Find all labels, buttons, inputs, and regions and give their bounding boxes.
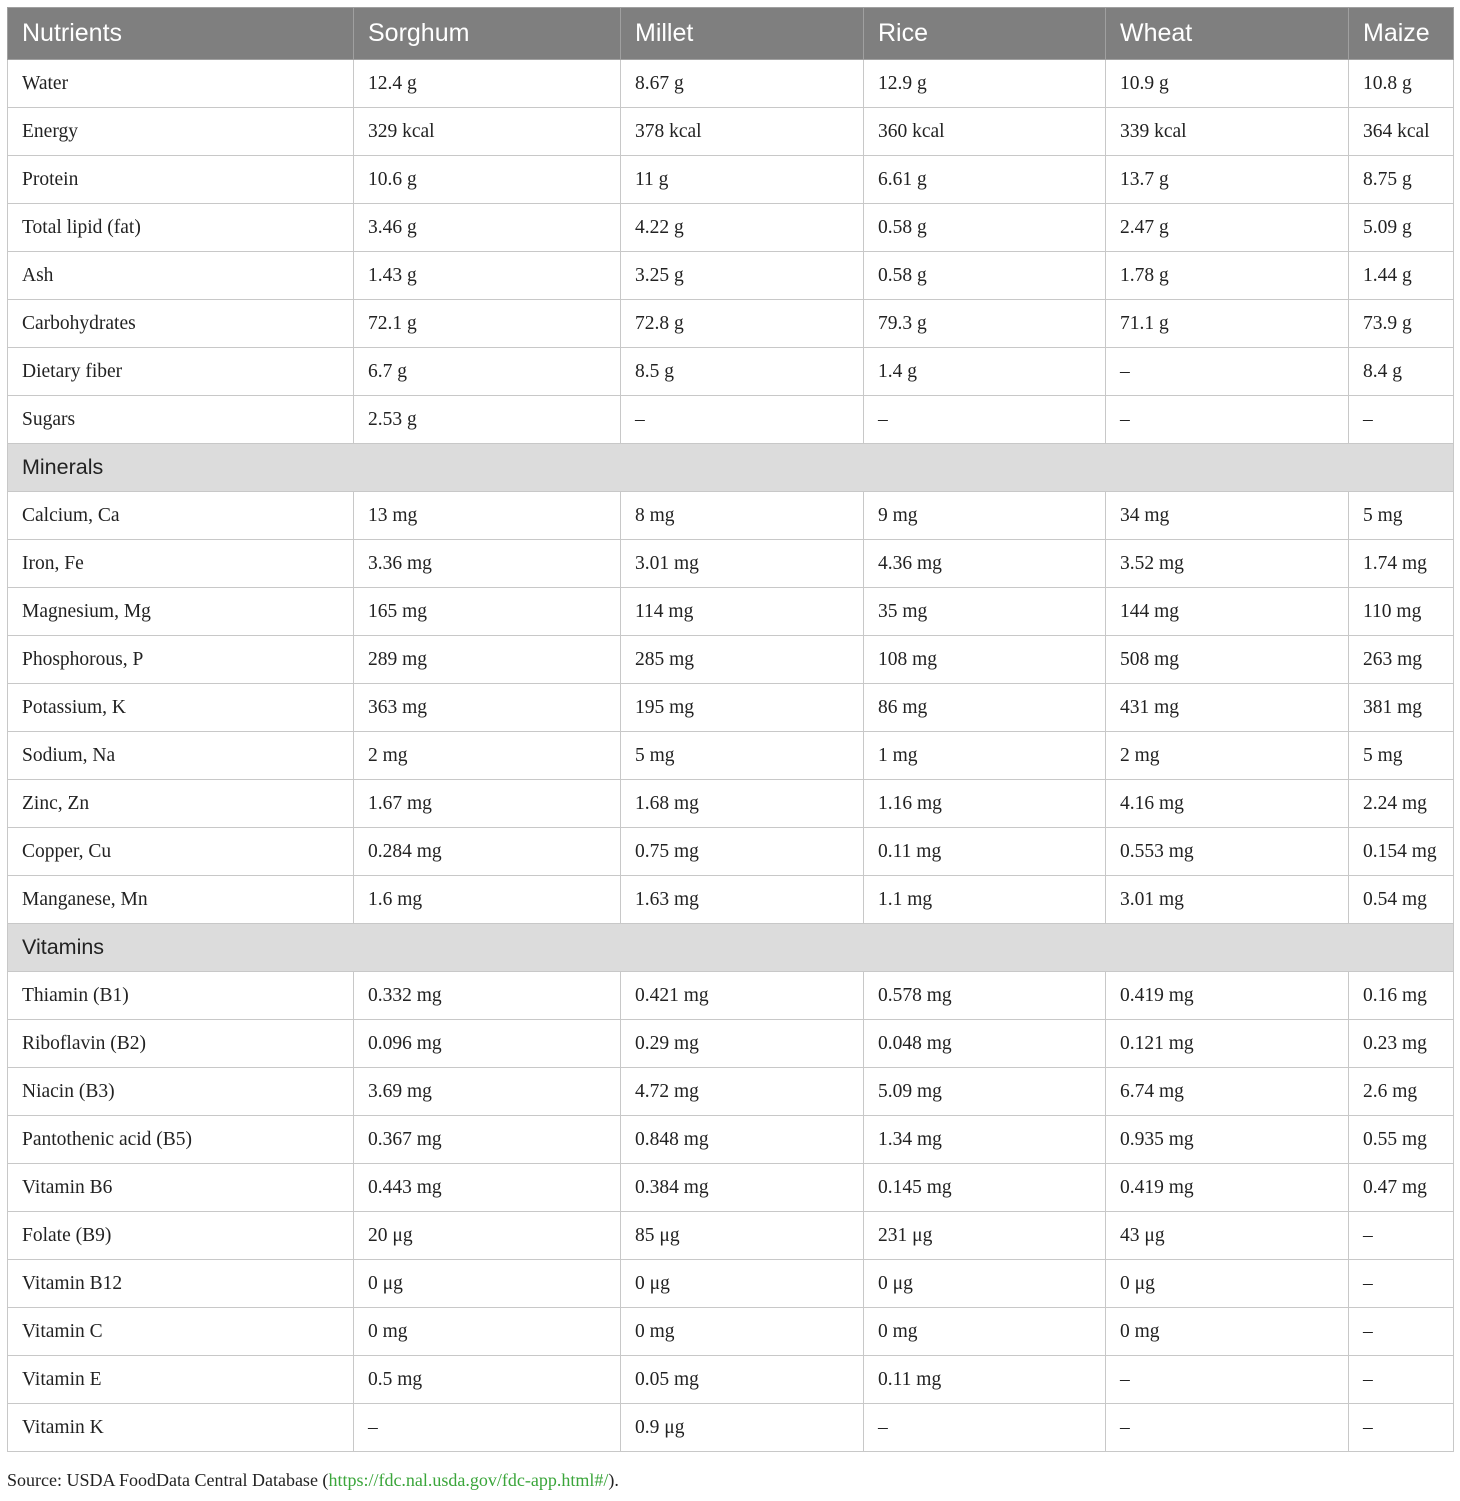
value-cell: 114 mg [621, 588, 864, 636]
value-cell: 0.578 mg [864, 972, 1106, 1020]
nutrient-name-cell: Vitamin K [8, 1404, 354, 1452]
value-cell: 72.1 g [354, 300, 621, 348]
value-cell: 79.3 g [864, 300, 1106, 348]
value-cell: 0.05 mg [621, 1356, 864, 1404]
column-header-rice: Rice [864, 8, 1106, 60]
nutrient-comparison-table [7, 7, 1454, 1452]
value-cell: 2 mg [1106, 732, 1349, 780]
value-cell: 3.69 mg [354, 1068, 621, 1116]
value-cell: 5.09 mg [864, 1068, 1106, 1116]
value-cell: 0 μg [621, 1260, 864, 1308]
nutrient-name-cell: Protein [8, 156, 354, 204]
value-cell: – [864, 1404, 1106, 1452]
table-row [8, 972, 1454, 1020]
table-row [8, 492, 1454, 540]
value-cell: – [354, 1404, 621, 1452]
table-row [8, 156, 1454, 204]
value-cell: 13 mg [354, 492, 621, 540]
value-cell: 1.74 mg [1349, 540, 1454, 588]
header-row [8, 8, 1454, 60]
value-cell: – [621, 396, 864, 444]
table-row [8, 252, 1454, 300]
nutrient-name-cell: Water [8, 60, 354, 108]
value-cell: 2.6 mg [1349, 1068, 1454, 1116]
value-cell: – [1349, 1212, 1454, 1260]
nutrient-name-cell: Total lipid (fat) [8, 204, 354, 252]
table-row [8, 1068, 1454, 1116]
column-header-nutrients: Nutrients [8, 8, 354, 60]
table-row [8, 348, 1454, 396]
nutrient-name-cell: Calcium, Ca [8, 492, 354, 540]
value-cell: 363 mg [354, 684, 621, 732]
value-cell: – [1106, 348, 1349, 396]
value-cell: 12.9 g [864, 60, 1106, 108]
value-cell: 110 mg [1349, 588, 1454, 636]
value-cell: – [1106, 1404, 1349, 1452]
value-cell: 10.8 g [1349, 60, 1454, 108]
value-cell: 2.47 g [1106, 204, 1349, 252]
value-cell: 3.36 mg [354, 540, 621, 588]
value-cell: 0 mg [354, 1308, 621, 1356]
section-row-minerals [8, 444, 1454, 492]
table-row [8, 1020, 1454, 1068]
value-cell: 0 μg [864, 1260, 1106, 1308]
value-cell: 0.75 mg [621, 828, 864, 876]
nutrient-name-cell: Energy [8, 108, 354, 156]
value-cell: 144 mg [1106, 588, 1349, 636]
table-row [8, 1212, 1454, 1260]
nutrient-name-cell: Thiamin (B1) [8, 972, 354, 1020]
table-row [8, 588, 1454, 636]
value-cell: 4.16 mg [1106, 780, 1349, 828]
nutrient-table-container [7, 7, 1453, 1452]
value-cell: 0.11 mg [864, 1356, 1106, 1404]
nutrient-name-cell: Niacin (B3) [8, 1068, 354, 1116]
value-cell: 1.16 mg [864, 780, 1106, 828]
table-row [8, 396, 1454, 444]
section-title: Minerals [8, 444, 1454, 492]
section-title: Vitamins [8, 924, 1454, 972]
nutrient-name-cell: Sugars [8, 396, 354, 444]
nutrient-name-cell: Folate (B9) [8, 1212, 354, 1260]
value-cell: 13.7 g [1106, 156, 1349, 204]
value-cell: 1.4 g [864, 348, 1106, 396]
value-cell: 0.54 mg [1349, 876, 1454, 924]
value-cell: – [1349, 396, 1454, 444]
value-cell: 1.68 mg [621, 780, 864, 828]
value-cell: 4.22 g [621, 204, 864, 252]
value-cell: 6.7 g [354, 348, 621, 396]
value-cell: 11 g [621, 156, 864, 204]
table-row [8, 732, 1454, 780]
value-cell: 195 mg [621, 684, 864, 732]
value-cell: 0.145 mg [864, 1164, 1106, 1212]
value-cell: 3.46 g [354, 204, 621, 252]
table-row [8, 780, 1454, 828]
nutrient-name-cell: Iron, Fe [8, 540, 354, 588]
column-header-maize: Maize [1349, 8, 1454, 60]
value-cell: 0.47 mg [1349, 1164, 1454, 1212]
value-cell: 8.4 g [1349, 348, 1454, 396]
value-cell: 381 mg [1349, 684, 1454, 732]
table-row [8, 1308, 1454, 1356]
value-cell: 5 mg [1349, 732, 1454, 780]
value-cell: 0.935 mg [1106, 1116, 1349, 1164]
value-cell: 20 μg [354, 1212, 621, 1260]
value-cell: 0.367 mg [354, 1116, 621, 1164]
nutrient-name-cell: Zinc, Zn [8, 780, 354, 828]
value-cell: 0.58 g [864, 252, 1106, 300]
value-cell: 4.72 mg [621, 1068, 864, 1116]
table-row [8, 684, 1454, 732]
value-cell: 1.34 mg [864, 1116, 1106, 1164]
value-cell: 8.75 g [1349, 156, 1454, 204]
nutrient-name-cell: Manganese, Mn [8, 876, 354, 924]
value-cell: 3.25 g [621, 252, 864, 300]
column-header-sorghum: Sorghum [354, 8, 621, 60]
value-cell: 0 μg [354, 1260, 621, 1308]
value-cell: 34 mg [1106, 492, 1349, 540]
value-cell: 431 mg [1106, 684, 1349, 732]
table-row [8, 636, 1454, 684]
value-cell: 0.58 g [864, 204, 1106, 252]
value-cell: 360 kcal [864, 108, 1106, 156]
nutrient-name-cell: Sodium, Na [8, 732, 354, 780]
column-header-wheat: Wheat [1106, 8, 1349, 60]
value-cell: 9 mg [864, 492, 1106, 540]
value-cell: 6.61 g [864, 156, 1106, 204]
value-cell: – [864, 396, 1106, 444]
value-cell: 72.8 g [621, 300, 864, 348]
value-cell: 329 kcal [354, 108, 621, 156]
value-cell: 8 mg [621, 492, 864, 540]
value-cell: 0 mg [1106, 1308, 1349, 1356]
value-cell: 0.121 mg [1106, 1020, 1349, 1068]
nutrient-name-cell: Riboflavin (B2) [8, 1020, 354, 1068]
value-cell: 0.284 mg [354, 828, 621, 876]
value-cell: 0.23 mg [1349, 1020, 1454, 1068]
value-cell: – [1349, 1404, 1454, 1452]
value-cell: 5 mg [621, 732, 864, 780]
value-cell: 0.096 mg [354, 1020, 621, 1068]
value-cell: 508 mg [1106, 636, 1349, 684]
value-cell: – [1349, 1308, 1454, 1356]
table-row [8, 1164, 1454, 1212]
value-cell: 8.5 g [621, 348, 864, 396]
column-header-millet: Millet [621, 8, 864, 60]
value-cell: 10.6 g [354, 156, 621, 204]
value-cell: 108 mg [864, 636, 1106, 684]
source-link[interactable]: https://fdc.nal.usda.gov/fdc-app.html#/ [328, 1470, 609, 1490]
source-prefix: Source: USDA FoodData Central Database ( [7, 1470, 329, 1490]
value-cell: – [1106, 396, 1349, 444]
value-cell: 73.9 g [1349, 300, 1454, 348]
value-cell: 0.419 mg [1106, 1164, 1349, 1212]
nutrient-name-cell: Vitamin C [8, 1308, 354, 1356]
nutrient-name-cell: Magnesium, Mg [8, 588, 354, 636]
value-cell: 43 μg [1106, 1212, 1349, 1260]
table-body [8, 60, 1454, 1452]
value-cell: 231 μg [864, 1212, 1106, 1260]
table-row [8, 540, 1454, 588]
nutrient-name-cell: Phosphorous, P [8, 636, 354, 684]
value-cell: 5 mg [1349, 492, 1454, 540]
value-cell: 0.154 mg [1349, 828, 1454, 876]
nutrient-name-cell: Copper, Cu [8, 828, 354, 876]
value-cell: 0.419 mg [1106, 972, 1349, 1020]
table-row [8, 1404, 1454, 1452]
nutrient-name-cell: Vitamin B6 [8, 1164, 354, 1212]
value-cell: 35 mg [864, 588, 1106, 636]
value-cell: 6.74 mg [1106, 1068, 1349, 1116]
nutrient-name-cell: Pantothenic acid (B5) [8, 1116, 354, 1164]
nutrient-name-cell: Dietary fiber [8, 348, 354, 396]
value-cell: 263 mg [1349, 636, 1454, 684]
value-cell: 0.332 mg [354, 972, 621, 1020]
value-cell: 71.1 g [1106, 300, 1349, 348]
source-suffix: ). [608, 1470, 619, 1490]
source-note [7, 1470, 619, 1491]
table-row [8, 1116, 1454, 1164]
value-cell: 0.55 mg [1349, 1116, 1454, 1164]
table-row [8, 60, 1454, 108]
value-cell: 0.384 mg [621, 1164, 864, 1212]
nutrient-name-cell: Carbohydrates [8, 300, 354, 348]
value-cell: 0.5 mg [354, 1356, 621, 1404]
value-cell: 1.44 g [1349, 252, 1454, 300]
table-row [8, 828, 1454, 876]
nutrient-name-cell: Vitamin E [8, 1356, 354, 1404]
table-row [8, 1260, 1454, 1308]
value-cell: 165 mg [354, 588, 621, 636]
value-cell: – [1106, 1356, 1349, 1404]
value-cell: 1 mg [864, 732, 1106, 780]
value-cell: 3.01 mg [621, 540, 864, 588]
value-cell: 0.9 μg [621, 1404, 864, 1452]
nutrient-name-cell: Ash [8, 252, 354, 300]
value-cell: 8.67 g [621, 60, 864, 108]
value-cell: 1.63 mg [621, 876, 864, 924]
value-cell: 0 mg [864, 1308, 1106, 1356]
table-row [8, 1356, 1454, 1404]
table-row [8, 300, 1454, 348]
table-row [8, 876, 1454, 924]
value-cell: 1.6 mg [354, 876, 621, 924]
value-cell: – [1349, 1356, 1454, 1404]
value-cell: – [1349, 1260, 1454, 1308]
section-row-vitamins [8, 924, 1454, 972]
value-cell: 3.52 mg [1106, 540, 1349, 588]
value-cell: 0.048 mg [864, 1020, 1106, 1068]
value-cell: 1.67 mg [354, 780, 621, 828]
nutrient-name-cell: Vitamin B12 [8, 1260, 354, 1308]
nutrient-name-cell: Potassium, K [8, 684, 354, 732]
value-cell: 3.01 mg [1106, 876, 1349, 924]
value-cell: 0 μg [1106, 1260, 1349, 1308]
value-cell: 364 kcal [1349, 108, 1454, 156]
value-cell: 85 μg [621, 1212, 864, 1260]
value-cell: 0.421 mg [621, 972, 864, 1020]
value-cell: 285 mg [621, 636, 864, 684]
value-cell: 0.443 mg [354, 1164, 621, 1212]
value-cell: 0.29 mg [621, 1020, 864, 1068]
value-cell: 5.09 g [1349, 204, 1454, 252]
value-cell: 2.53 g [354, 396, 621, 444]
value-cell: 339 kcal [1106, 108, 1349, 156]
value-cell: 0.848 mg [621, 1116, 864, 1164]
value-cell: 0.16 mg [1349, 972, 1454, 1020]
value-cell: 2.24 mg [1349, 780, 1454, 828]
value-cell: 289 mg [354, 636, 621, 684]
value-cell: 1.78 g [1106, 252, 1349, 300]
value-cell: 1.43 g [354, 252, 621, 300]
value-cell: 0.11 mg [864, 828, 1106, 876]
table-row [8, 108, 1454, 156]
value-cell: 10.9 g [1106, 60, 1349, 108]
table-row [8, 204, 1454, 252]
value-cell: 86 mg [864, 684, 1106, 732]
value-cell: 378 kcal [621, 108, 864, 156]
table-header [8, 8, 1454, 60]
value-cell: 1.1 mg [864, 876, 1106, 924]
value-cell: 0.553 mg [1106, 828, 1349, 876]
value-cell: 0 mg [621, 1308, 864, 1356]
value-cell: 2 mg [354, 732, 621, 780]
value-cell: 12.4 g [354, 60, 621, 108]
value-cell: 4.36 mg [864, 540, 1106, 588]
